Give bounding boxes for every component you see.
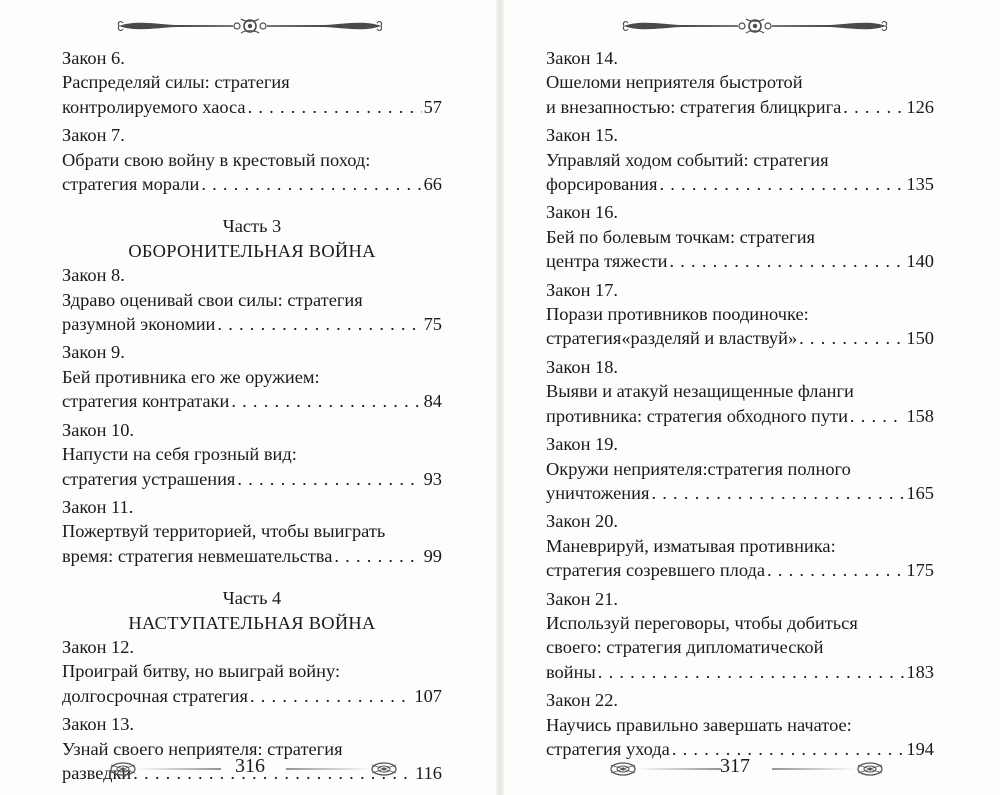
dot-leader — [598, 660, 905, 684]
right-toc — [546, 46, 934, 765]
law-number: Закон 7. — [62, 125, 125, 146]
law-title-line: Обрати свою войну в крестовый поход: — [62, 149, 371, 170]
toc-page-number: 126 — [906, 96, 934, 117]
law-number: Закон 19. — [546, 434, 618, 455]
law-number: Закон 20. — [546, 511, 618, 532]
toc-group — [546, 46, 934, 761]
toc-dot-line — [62, 389, 442, 413]
dot-leader — [767, 558, 904, 582]
law-title-line: стратегия«разделяй и властвуй» — [546, 328, 798, 349]
toc-entry — [62, 418, 442, 491]
law-title-line: стратегия контратаки — [62, 391, 230, 412]
law-title-line: Распределяй силы: стратегия — [62, 72, 290, 93]
law-title-line: Пожертвуй территорией, чтобы выиграть — [62, 521, 386, 542]
law-title-line: Управляй ходом событий: стратегия — [546, 149, 829, 170]
header-ornament-icon — [620, 14, 890, 38]
toc-entry — [546, 123, 934, 196]
toc-entry — [62, 495, 442, 568]
part-number: Часть 4 — [222, 588, 282, 609]
law-title-line: и внезапностью: стратегия блицкрига — [546, 96, 842, 117]
law-number: Закон 12. — [62, 636, 134, 657]
dot-leader — [201, 172, 421, 196]
toc-entry — [546, 46, 934, 119]
law-number: Закон 16. — [546, 202, 618, 223]
toc-page-number: 75 — [423, 314, 442, 335]
law-title-line: разведки — [62, 762, 132, 783]
dot-leader — [334, 544, 421, 568]
law-title-line: Окружи неприятеля:стратегия полного — [546, 458, 851, 479]
toc-dot-line — [546, 95, 934, 119]
law-number: Закон 8. — [62, 265, 125, 286]
toc-dot-line — [62, 544, 442, 568]
toc-page-number: 99 — [423, 545, 442, 566]
dot-leader — [217, 312, 421, 336]
law-number: Закон 15. — [546, 125, 618, 146]
toc-page-number: 140 — [906, 251, 934, 272]
toc-entry — [546, 355, 934, 428]
law-title-line: уничтожения — [546, 482, 650, 503]
toc-page-number: 183 — [906, 661, 934, 682]
toc-group-mid — [62, 263, 442, 568]
dot-leader — [659, 172, 904, 196]
law-title-line: Проиграй битву, но выиграй войну: — [62, 661, 341, 682]
law-title-line: противника: стратегия обходного пути — [546, 405, 848, 426]
toc-page-number: 93 — [423, 468, 442, 489]
toc-dot-line — [62, 467, 442, 491]
law-number: Закон 14. — [546, 48, 618, 68]
toc-dot-line — [546, 326, 934, 350]
law-title-line: Порази противников поодиночке: — [546, 304, 809, 325]
law-title-line: стратегия устрашения — [62, 468, 236, 489]
law-number: Закон 9. — [62, 342, 125, 363]
law-title-line: Маневрируй, изматывая противника: — [546, 535, 836, 556]
part-title: НАСТУПАТЕЛЬНАЯ ВОЙНА — [128, 612, 376, 633]
page-footer — [500, 752, 1000, 782]
toc-entry — [546, 200, 934, 273]
law-title-line: Ошеломи неприятеля быстротой — [546, 72, 803, 93]
toc-entry — [546, 432, 934, 505]
footer-ornament-icon — [105, 759, 225, 779]
toc-entry — [546, 509, 934, 582]
law-number: Закон 21. — [546, 588, 618, 609]
toc-dot-line — [546, 404, 934, 428]
toc-page-number: 165 — [906, 482, 934, 503]
toc-entry — [62, 46, 442, 119]
dot-leader — [248, 95, 422, 119]
toc-entry — [546, 688, 934, 761]
page-footer — [0, 752, 500, 782]
law-title-line: своего: стратегия дипломатической — [546, 637, 824, 658]
part-number: Часть 3 — [222, 216, 282, 237]
part-title: ОБОРОНИТЕЛЬНАЯ ВОЙНА — [128, 240, 376, 261]
toc-entry — [62, 263, 442, 336]
toc-group-top — [62, 46, 442, 196]
toc-dot-line — [546, 249, 934, 273]
part-heading — [62, 214, 442, 263]
footer-ornament-icon — [768, 759, 888, 779]
toc-page-number: 66 — [423, 174, 442, 195]
toc-page-number: 158 — [906, 405, 934, 426]
law-title-line: долгосрочная стратегия — [62, 685, 248, 706]
dot-leader — [799, 326, 904, 350]
law-title-line: Напусти на себя грозный вид: — [62, 444, 297, 465]
dot-leader — [231, 389, 421, 413]
law-title-line: Здраво оценивай свои силы: стратегия — [62, 289, 363, 310]
toc-entry — [546, 587, 934, 685]
toc-dot-line — [546, 558, 934, 582]
dot-leader — [843, 95, 904, 119]
law-title-line: войны — [546, 661, 596, 682]
toc-page-number: 135 — [906, 174, 934, 195]
law-title-line: Узнай своего неприятеля: стратегия — [62, 738, 343, 759]
law-title-line: контролируемого хаоса — [62, 96, 246, 117]
toc-dot-line — [546, 172, 934, 196]
toc-dot-line — [62, 95, 442, 119]
law-title-line: время: стратегия невмешательства — [62, 545, 333, 566]
toc-page-number: 175 — [906, 560, 934, 581]
toc-dot-line — [62, 172, 442, 196]
toc-dot-line — [546, 481, 934, 505]
toc-dot-line — [62, 684, 442, 708]
page-number: 316 — [235, 755, 265, 777]
law-title-line: Бей противника его же оружием: — [62, 366, 320, 387]
law-number: Закон 6. — [62, 48, 125, 68]
toc-page-number: 84 — [423, 391, 442, 412]
law-number: Закон 13. — [62, 714, 134, 735]
toc-entry — [62, 635, 442, 708]
right-page — [500, 0, 1000, 795]
dot-leader — [237, 467, 421, 491]
toc-page-number: 194 — [906, 738, 934, 759]
toc-dot-line — [546, 660, 934, 684]
toc-page-number: 57 — [423, 96, 442, 117]
law-title-line: стратегия морали — [62, 174, 200, 195]
law-number: Закон 22. — [546, 690, 618, 711]
law-number: Закон 11. — [62, 496, 134, 517]
part-heading — [62, 586, 442, 635]
law-title-line: стратегия ухода — [546, 738, 670, 759]
toc-page-number: 116 — [415, 762, 442, 783]
header-ornament-icon — [115, 14, 385, 38]
page-number: 317 — [720, 755, 750, 777]
law-title-line: форсирования — [546, 174, 658, 195]
dot-leader — [669, 249, 904, 273]
footer-ornament-icon — [282, 759, 402, 779]
law-title-line: Бей по болевым точкам: стратегия — [546, 226, 815, 247]
law-title-line: разумной экономии — [62, 314, 216, 335]
dot-leader — [850, 404, 904, 428]
toc-page-number: 150 — [906, 328, 934, 349]
toc-entry — [62, 340, 442, 413]
law-title-line: Используй переговоры, чтобы добиться — [546, 612, 858, 633]
toc-dot-line — [62, 312, 442, 336]
law-title-line: центра тяжести — [546, 251, 668, 272]
toc-entry — [546, 278, 934, 351]
left-toc — [62, 46, 442, 789]
law-number: Закон 17. — [546, 279, 618, 300]
law-title-line: стратегия созревшего плода — [546, 560, 766, 581]
dot-leader — [651, 481, 904, 505]
law-number: Закон 18. — [546, 356, 618, 377]
toc-page-number: 107 — [414, 685, 442, 706]
law-number: Закон 10. — [62, 419, 134, 440]
law-title-line: Выяви и атакуй незащищенные фланги — [546, 381, 854, 402]
toc-entry — [62, 123, 442, 196]
dot-leader — [250, 684, 412, 708]
law-title-line: Научись правильно завершать начатое: — [546, 714, 852, 735]
